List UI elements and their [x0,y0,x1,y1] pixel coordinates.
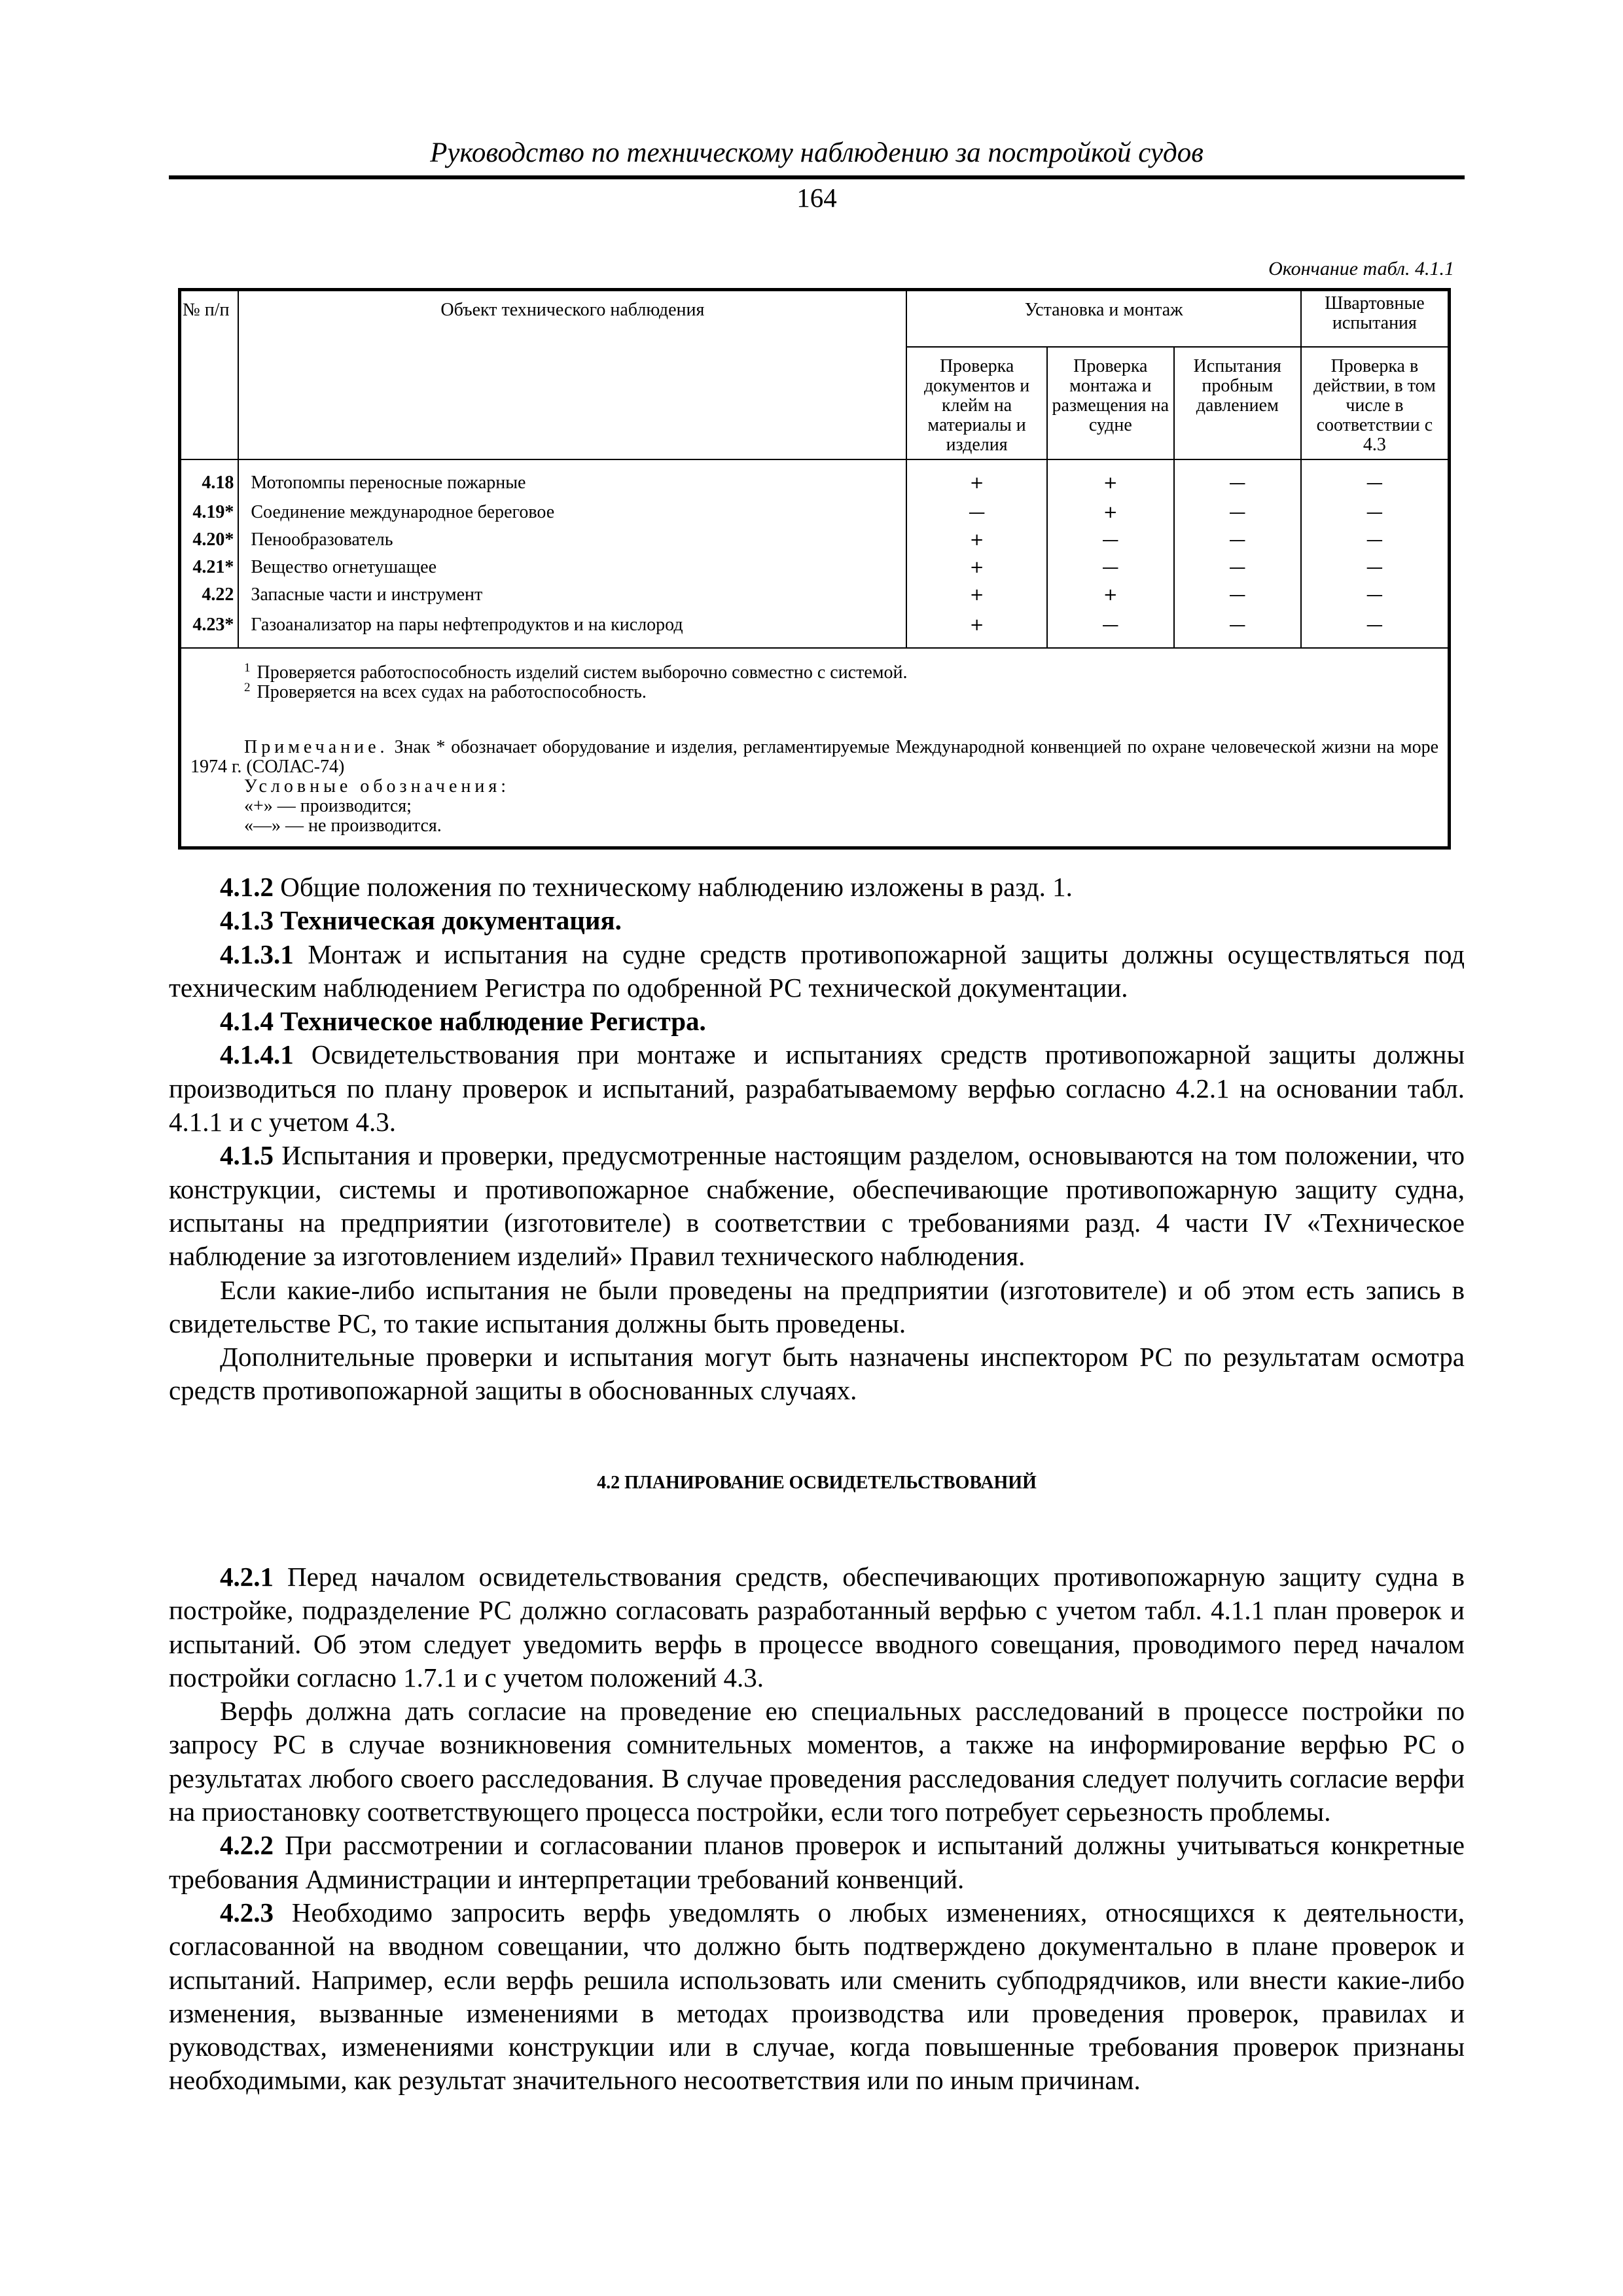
row-mark: — [1174,459,1301,499]
note-label: Примечание. [244,737,389,757]
row-mark: — [1047,609,1174,648]
row-mark: + [906,459,1046,499]
row-mark: — [1174,581,1301,609]
clause-number: 4.2.2 [220,1830,274,1861]
clause-number: 4.1.4 Техническое наблюдение Регистра. [220,1006,706,1037]
table-row [180,581,1450,609]
paragraph [169,938,1465,1005]
row-number: 4.18 [180,459,239,499]
row-number: 4.19* [180,499,239,526]
row-mark: — [1301,581,1450,609]
paragraph [169,1560,1465,1695]
paragraph-text: Дополнительные проверки и испытания могут быть назначены инспектором РС по результатам осмотра средств противопожарной защиты в обоснованных случаях. [169,1342,1465,1406]
table-row [180,459,1450,499]
paragraph [169,1896,1465,2098]
clause-number: 4.1.5 [220,1140,274,1171]
row-number: 4.23* [180,609,239,648]
row-number: 4.21* [180,554,239,581]
paragraph [169,1340,1465,1408]
row-mark: — [906,499,1046,526]
paragraph-text: При рассмотрении и согласовании планов проверок и испытаний должны учитываться конкретные требования Администрации и интерпретации требований конвенций. [169,1830,1465,1894]
paragraph-text: Верфь должна дать согласие на проведение ею специальных расследований в процессе постройки по запросу РС в случае возникновения сомнительных моментов, а также на информирование верфью РС о результатах любого своего расследования. В случае проведения расследования следует получить согласие верфи на приостановку соответствующего процесса постройки, если того потребует серьезность проблемы. [169,1696,1465,1827]
section-heading: 4.2 ПЛАНИРОВАНИЕ ОСВИДЕТЕЛЬСТВОВАНИЙ [597,1473,1037,1493]
legend-label: Условные обозначения: [244,776,510,797]
row-number: 4.20* [180,526,239,554]
paragraph [169,1038,1465,1139]
survey-table [178,288,1451,850]
row-mark: — [1047,526,1174,554]
clause-number: 4.1.2 [220,872,274,902]
paragraph-text: Испытания и проверки, предусмотренные настоящим разделом, основываются на том положении, что конструкции, системы и противопожарное снабжение, обеспечивающие противопожарную защиту судна, испытаны на предприятии (изготовителе) в соответствии с требованиями разд. 4 части IV «Техническое наблюдение за изготовлением изделий» Правил технического наблюдения. [169,1140,1465,1272]
row-object: Запасные части и инструмент [238,581,906,609]
row-mark: — [1301,526,1450,554]
header-object: Объект технического наблюдения [238,290,906,460]
row-mark: — [1301,459,1450,499]
body-text [169,870,1465,1408]
row-mark: + [1047,581,1174,609]
row-mark: + [906,526,1046,554]
footnote-1: $^1$ Проверяется работоспособность изделий систем выборочно совместно с системой. [244,660,908,683]
row-number: 4.22 [180,581,239,609]
paragraph-text: Монтаж и испытания на судне средств противопожарной защиты должны осуществляться под техническим наблюдением Регистра по одобренной РС технической документации. [169,939,1465,1003]
table-row [180,526,1450,554]
legend-item: «—» — не производится. [244,816,442,836]
clause-number: 4.1.4.1 [220,1039,294,1070]
paragraph-text: Перед началом освидетельствования средств, обеспечивающих противопожарную защиту судна в постройке, подразделение РС должно согласовать разработанный верфью с учетом табл. 4.1.1 план проверок и испытаний. Об этом следует уведомить верфь в процессе вводного совещания, проводимого перед началом постройки согласно 1.7.1 и с учетом положений 4.3. [169,1562,1465,1693]
row-mark: + [1047,499,1174,526]
header-mooring-group: Швартовные испытания [1301,290,1450,348]
row-mark: — [1301,554,1450,581]
running-title: Руководство по техническому наблюдению за постройкой судов [430,137,1204,168]
row-mark: — [1174,526,1301,554]
clause-number: 4.1.3 Техническая документация. [220,905,622,936]
table-caption: Окончание табл. 4.1.1 [1268,258,1454,279]
row-mark: — [1174,554,1301,581]
row-mark: — [1301,609,1450,648]
row-object: Вещество огнетушащее [238,554,906,581]
row-mark: + [906,581,1046,609]
header-install-col-1: Проверка документов и клейм на материалы и изделия [906,347,1046,459]
row-object: Мотопомпы переносные пожарные [238,459,906,499]
row-mark: + [1047,459,1174,499]
paragraph [169,1274,1465,1341]
note-text: Знак * обозначает оборудование и изделия, регламентируемые Международной конвенцией по охране человеческой жизни на море 1974 г. (СОЛАС-74) [190,737,1439,777]
table-notes [180,648,1450,848]
row-object: Пенообразователь [238,526,906,554]
header-install-col-3: Испытания пробным давлением [1174,347,1301,459]
row-object: Соединение международное береговое [238,499,906,526]
page-number: 164 [796,183,837,213]
header-rule [169,175,1465,179]
legend-item: «+» — производится; [244,796,412,816]
header-num: № п/п [180,290,239,460]
table-row [180,554,1450,581]
paragraph-text: Необходимо запросить верфь уведомлять о любых изменениях, относящихся к деятельности, согласованной на вводном совещании, что должно быть подтверждено документально в плане проверок и испытаний. Например, если верфь решила использовать или сменить субподрядчиков, или внести какие-либо изменения, вызванные изменениями в методах производства или проведения проверок, правилах и руководствах, изменениями конструкции или в случае, когда повышенные требования проверок признаны необходимыми, как результат значительного несоответствия или по иным причинам. [169,1897,1465,2096]
header-mooring-col: Проверка в действии, в том числе в соответствии с 4.3 [1301,347,1450,459]
row-object: Газоанализатор на пары нефтепродуктов и на кислород [238,609,906,648]
row-mark: + [906,609,1046,648]
table-note [190,738,1438,777]
header-install-group: Установка и монтаж [906,290,1300,348]
paragraph [169,904,1465,937]
row-mark: — [1174,609,1301,648]
clause-number: 4.2.1 [220,1562,274,1592]
table-row [180,499,1450,526]
row-mark: — [1174,499,1301,526]
row-mark: + [906,554,1046,581]
row-mark: — [1301,499,1450,526]
paragraph [169,1695,1465,1829]
clause-number: 4.2.3 [220,1897,274,1928]
row-mark: — [1047,554,1174,581]
footnote-2: $^2$ Проверяется на всех судах на работоспособность. [244,680,647,702]
paragraph [169,1005,1465,1038]
header-install-col-2: Проверка монтажа и размещения на судне [1047,347,1174,459]
body-text-2 [169,1560,1465,2098]
table-row [180,609,1450,648]
paragraph-text: Если какие-либо испытания не были проведены на предприятии (изготовителе) и об этом есть запись в свидетельстве РС, то такие испытания должны быть проведены. [169,1274,1465,1338]
paragraph [169,870,1465,904]
paragraph [169,1139,1465,1273]
paragraph [169,1829,1465,1896]
paragraph-text: Общие положения по техническому наблюдению изложены в разд. 1. [274,872,1073,902]
paragraph-text: Освидетельствования при монтаже и испытаниях средств противопожарной защиты должны производиться по плану проверок и испытаний, разрабатываемому верфью согласно 4.2.1 на основании табл. 4.1.1 и с учетом 4.3. [169,1039,1465,1138]
clause-number: 4.1.3.1 [220,939,294,969]
